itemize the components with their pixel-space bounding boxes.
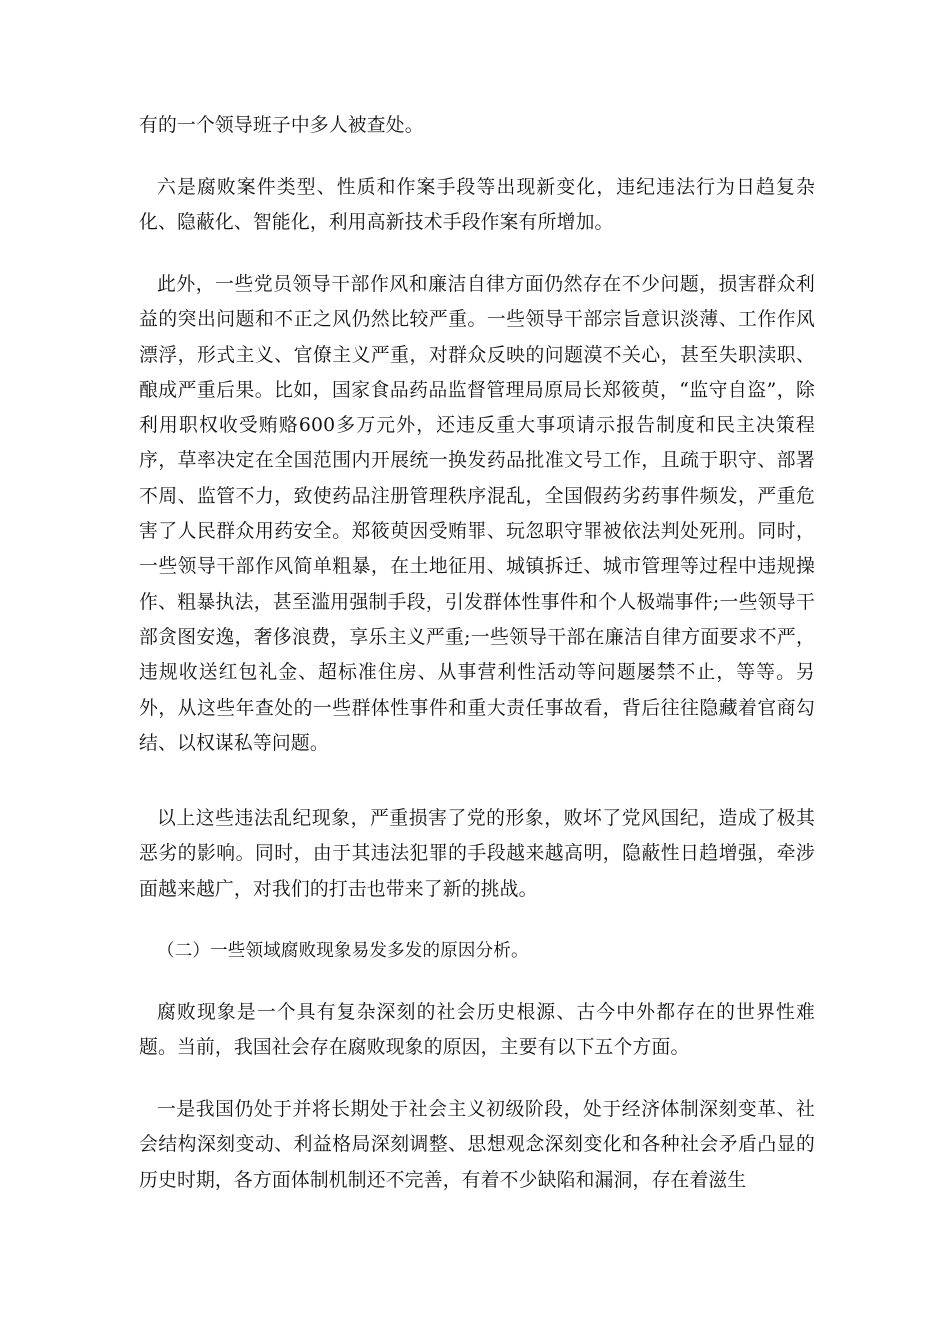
paragraph-continuation: 有的一个领导班子中多人被查处。 — [139, 115, 424, 136]
paragraph-cause-intro: 腐败现象是一个具有复杂深刻的社会历史根源、古今中外都存在的世界性难题。当前，我国社会存在腐败现象的原因，主要有以下五个方面。 — [139, 1002, 815, 1059]
paragraph-cause-one: 一是我国仍处于并将长期处于社会主义初级阶段，处于经济体制深刻变革、社会结构深刻变动、利益格局深刻调整、思想观念深刻变化和各种社会矛盾凸显的历史时期，各方面体制机制还不完善，有着不少缺陷和漏洞，存在着滋生 — [139, 1099, 815, 1191]
paragraph-impact-summary: 以上这些违法乱纪现象，严重损害了党的形象，败坏了党风国纪，造成了极其恶劣的影响。同时，由于其违法犯罪的手段越来越高明，隐蔽性日趋增强，牵涉面越来越广，对我们的打击也带来了新的挑战。 — [139, 808, 815, 900]
paragraph-point-six: 六是腐败案件类型、性质和作案手段等出现新变化，违纪违法行为日趋复杂化、隐蔽化、智能化，利用高新技术手段作案有所增加。 — [139, 177, 815, 234]
section-heading-cause-analysis: （二）一些领域腐败现象易发多发的原因分析。 — [157, 941, 529, 961]
paragraph-cadre-style-issues: 此外，一些党员领导干部作风和廉洁自律方面仍然存在不少问题，损害群众利益的突出问题和不正之风仍然比较严重。一些领导干部宗旨意识淡薄、工作作风漂浮，形式主义、官僚主义严重，对群众反映的问题漠不关心，甚至失职渎职、酿成严重后果。比如，国家食品药品监督管理局原局长郑筱萸，“监守自盗”，除利用职权收受贿赂600多万元外，还违反重大事项请示报告制度和民主决策程序，草率决定在全国范围内开展统一换发药品批准文号工作，且疏于职守、部署不周、监管不力，致使药品注册管理秩序混乱，全国假药劣药事件频发，严重危害了人民群众用药安全。郑筱萸因受贿罪、玩忽职守罪被依法判处死刑。同时，一些领导干部作风简单粗暴，在土地征用、城镇拆迁、城市管理等过程中违规操作、粗暴执法，甚至滥用强制手段，引发群体性事件和个人极端事件;一些领导干部贪图安逸，奢侈浪费，享乐主义严重;一些领导干部在廉洁自律方面要求不严，违规收送红包礼金、超标准住房、从事营利性活动等问题屡禁不止，等等。另外，从这些年查处的一些群体性事件和重大责任事故看，背后往往隐藏着官商勾结、以权谋私等问题。 — [139, 274, 815, 754]
